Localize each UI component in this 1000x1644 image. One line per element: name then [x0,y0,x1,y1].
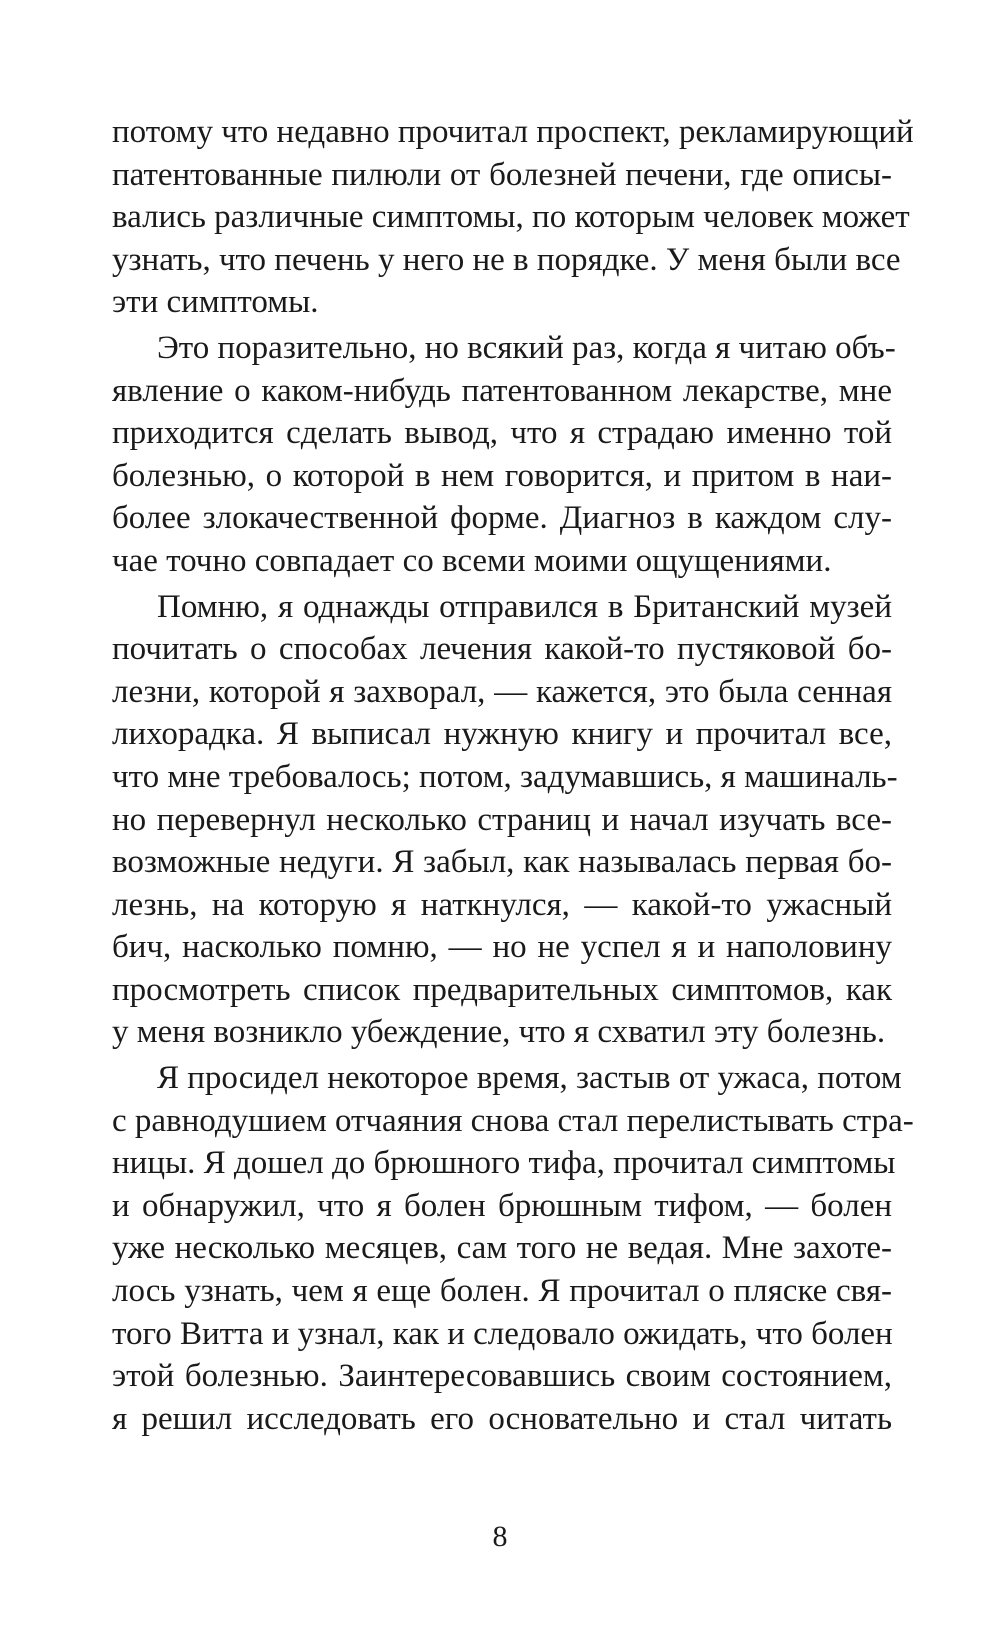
text-line: и обнаружил, что я болен брюшным тифом, — болен [112,1187,892,1224]
text-line: лезнь, на которую я наткнулся, — какой-то ужасный [112,886,892,923]
text-line: я решил исследовать его основательно и стал читать [112,1400,892,1437]
paragraph-3 [112,586,898,1055]
page-number: 8 [492,1520,508,1553]
text-line: Помню, я однажды отправился в Британский музей [157,588,892,625]
text-line: лось узнать, чем я еще болен. Я прочитал о пляске свя- [112,1273,892,1310]
text-line: ницы. Я дошел до брюшного тифа, прочитал симптомы [112,1145,896,1182]
text-line: болезнью, о которой в нем говорится, и притом в наи- [112,457,892,494]
text-line: Я просидел некоторое время, застыв от ужаса, потом [157,1060,902,1097]
text-line: более злокачественной форме. Диагноз в каждом слу- [112,500,892,537]
text-line: но перевернул несколько страниц и начал изучать все- [112,801,892,838]
text-line: у меня возникло убеждение, что я схватил эту болезнь. [112,1014,886,1051]
text-line: явление о каком-нибудь патентованном лекарстве, мне [112,372,892,409]
paragraph-1 [112,111,914,324]
text-line: эти симптомы. [112,284,319,321]
text-line: того Витта и узнал, как и следовало ожидать, что болен [112,1315,893,1352]
text-line: возможные недуги. Я забыл, как называлась первая бо- [112,844,892,881]
text-line: почитать о способах лечения какой-то пустяковой бо- [112,631,892,668]
text-line: чае точно совпадает со всеми моими ощущениями. [112,542,832,579]
text-line: что мне требовалось; потом, задумавшись, я машиналь- [112,758,898,795]
text-line: потому что недавно прочитал проспект, рекламирующий [112,114,914,150]
text-line: лихорадка. Я выписал нужную книгу и прочитал все, [112,716,892,753]
paragraph-2 [112,327,896,583]
text-line: патентованные пилюли от болезней печени, где описы- [112,156,892,193]
text-line: приходится сделать вывод, что я страдаю именно той [112,415,892,452]
text-line: вались различные симптомы, по которым человек может [112,199,910,236]
page-text [112,111,914,1440]
text-line: узнать, что печень у него не в порядке. У меня были все [112,241,901,278]
text-line: лезни, которой я захворал, — кажется, это была сенная [112,673,892,710]
text-line: этой болезнью. Заинтересовавшись своим состоянием, [112,1358,892,1395]
text-line: бич, насколько помню, — но не успел я и наполовину [112,929,892,966]
paragraph-4 [112,1057,914,1440]
text-line: уже несколько месяцев, сам того не ведая. Мне захоте- [112,1230,892,1267]
text-line: просмотреть список предварительных симптомов, как [112,971,892,1008]
text-line: с равнодушием отчаяния снова стал перелистывать стра- [112,1102,914,1139]
text-line: Это поразительно, но всякий раз, когда я читаю объ- [157,329,896,366]
